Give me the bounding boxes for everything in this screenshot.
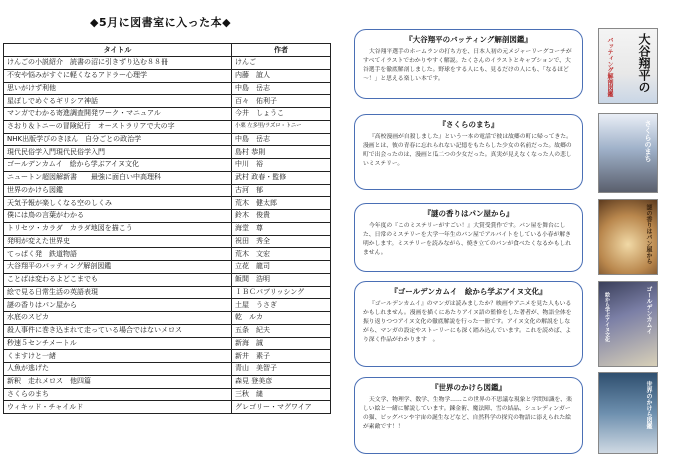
book-title-cell: 新釈 走れメロス 他四篇 xyxy=(4,375,232,388)
cover-title: 大谷翔平の xyxy=(637,33,651,93)
book-title-cell: けんごの小説紹介 読書の沼に引きずり込む８８冊 xyxy=(4,57,232,70)
book-author-cell: 立花 龍司 xyxy=(232,261,331,274)
review-card-bakery xyxy=(354,203,583,272)
review-card-title: 『ゴールデンカムイ 絵から学ぶアイヌ文化』 xyxy=(390,287,547,296)
book-title-cell: トリセツ・カラダ カラダ地図を描こう xyxy=(4,222,232,235)
table-row xyxy=(4,95,331,108)
table-row xyxy=(4,57,331,70)
table-row xyxy=(4,286,331,299)
review-card-title: 『世界のかけら図鑑』 xyxy=(431,383,506,392)
page-title: ◆5月に図書室に入った本◆ xyxy=(90,16,232,29)
book-author-cell: 荒木 文宏 xyxy=(232,248,331,261)
book-list-table xyxy=(3,43,331,414)
table-row xyxy=(4,363,331,376)
book-author-cell: 荒木 健太郎 xyxy=(232,197,331,210)
book-cover-bakery xyxy=(598,199,658,275)
book-title-cell: 絵で見る日常生活の英語表現 xyxy=(4,286,232,299)
book-author-cell: 五条 紀夫 xyxy=(232,324,331,337)
book-title-cell: 僕には鳥の言葉がわかる xyxy=(4,210,232,223)
table-row xyxy=(4,337,331,350)
book-author-cell: 中島 岳志 xyxy=(232,133,331,146)
book-author-cell: 海堂 尊 xyxy=(232,222,331,235)
table-row xyxy=(4,159,331,172)
table-row xyxy=(4,388,331,401)
table-row xyxy=(4,133,331,146)
book-title-cell: 水底のスピカ xyxy=(4,312,232,325)
book-author-cell: 内藤 誼人 xyxy=(232,69,331,82)
table-row xyxy=(4,324,331,337)
book-author-cell: 祝田 秀全 xyxy=(232,235,331,248)
book-author-cell: 古河 郁 xyxy=(232,184,331,197)
review-card-body: 大谷翔平選手のホームランの打ち方を、日本人初の元メジャーリーグコーチがすべてイラストでわかりやすく解説。たくさんのイラストとキャプションで、大谷選手を徹底解剖しました。野球をする人にも、見るだけの人にも、「なるほど～！」と思える楽しい本です。 xyxy=(363,49,572,82)
table-row xyxy=(4,210,331,223)
table-row xyxy=(4,312,331,325)
table-row xyxy=(4,299,331,312)
book-title-cell: てっぱく発 鉄道物語 xyxy=(4,248,232,261)
book-title-cell: 天気予報が楽しくなる空のしくみ xyxy=(4,197,232,210)
review-card-body: 『高校漫画が自殺しました』という一本の電話で彼は故郷の町に帰ってきた。漫画とは、彼の青春に忘れられない記憶をもたらした少女の名前だった。故郷の町で出会ったのは、漫画と瓜二つの少女だった。真実が見えなくなった人の悲しいミステリー。 xyxy=(363,134,572,167)
table-row xyxy=(4,248,331,261)
book-title-cell: 殺人事件に巻き込まれて走っている場合ではないメロス xyxy=(4,324,232,337)
cover-title: さくらのまち xyxy=(644,120,652,162)
book-author-cell: ＩＢＣパブリッシング xyxy=(232,286,331,299)
book-author-cell: 三秋 縋 xyxy=(232,388,331,401)
book-author-cell: 青山 美智子 xyxy=(232,363,331,376)
cover-title: 世界のかけら図鑑 xyxy=(645,381,652,429)
table-row xyxy=(4,146,331,159)
book-author-cell: 中島 岳志 xyxy=(232,82,331,95)
book-author-cell: 新海 誠 xyxy=(232,337,331,350)
table-row xyxy=(4,197,331,210)
review-card-title: 『謎の香りはパン屋から』 xyxy=(423,209,514,218)
book-author-cell: 武村 政春・監修 xyxy=(232,171,331,184)
review-card-golden-kamuy xyxy=(354,281,583,367)
book-author-cell: 鈴木 俊貴 xyxy=(232,210,331,223)
review-card-ohtani xyxy=(354,29,583,99)
review-card-title: 『大谷翔平のバッティング解剖図鑑』 xyxy=(405,35,532,44)
book-title-cell: 大谷翔平のバッティング解剖図鑑 xyxy=(4,261,232,274)
book-author-cell: 乾 ルカ xyxy=(232,312,331,325)
book-author-cell: 土屋 うさぎ xyxy=(232,299,331,312)
table-row xyxy=(4,261,331,274)
review-card-body: 『ゴールデンカムイ』のマンガは読みましたか？映画やアニメを見た人もいるかもしれません。漫画を描くにあたりアイヌ語の監修をした著者が、物語全体を振り返りつつアイヌ文化の徹底解説を行った一冊です。アイヌ文化の解説をしながら、マンガの設定やストーリーにも深く踏み込んでいます。これを読めば、より深く作品がわかります 。 xyxy=(363,301,572,343)
table-row xyxy=(4,184,331,197)
book-cover-sakura xyxy=(598,113,658,193)
table-row xyxy=(4,108,331,121)
book-title-cell: 謎の香りはパン屋から xyxy=(4,299,232,312)
book-cover-golden-kamuy xyxy=(598,281,658,367)
book-title-cell: ウィキッド・チャイルド xyxy=(4,401,232,414)
book-title-cell: 発明が変えた世界史 xyxy=(4,235,232,248)
review-card-world-fragments xyxy=(354,377,583,454)
book-title-cell: さおり＆トニーの冒険紀行 オーストラリアで大の字 xyxy=(4,120,232,133)
book-author-cell: 新井 素子 xyxy=(232,350,331,363)
table-row xyxy=(4,69,331,82)
header-title: タイトル xyxy=(4,44,232,57)
book-title-cell: 人魚が逃げた xyxy=(4,363,232,376)
book-author-cell: 百々 佑利子 xyxy=(232,95,331,108)
book-cover-ohtani xyxy=(598,28,658,104)
table-row xyxy=(4,120,331,133)
review-card-body: 天文学、物理学、数学、生物学……この世界の不思議な現象と学問知識を、楽しい絵と一緒に解説しています。錬金術、魔法陣、雪の結晶、シュレディンガーの猫、ビッグバンや宇宙の誕生などなど、自然科学の探究の物語に添えられた絵が素敵です！！ xyxy=(363,397,572,430)
review-card-body: 今年度の『このミステリーがすごい！』大賞受賞作です。パン屋を舞台にした、日常のミステリーを大学一年生のパン屋でアルバイトをしている小春が解き明かします。ミステリーを読みながら、焼き立てのパンが食べたくなるかもしれません。 xyxy=(363,223,572,256)
book-title-cell: くますけと一緒 xyxy=(4,350,232,363)
book-author-cell: 飯間 浩明 xyxy=(232,273,331,286)
book-author-cell: 森見 登美彦 xyxy=(232,375,331,388)
book-title-cell: 世界のかけら図鑑 xyxy=(4,184,232,197)
review-card-title: 『さくらのまち』 xyxy=(438,120,499,129)
book-author-cell: 小栗 左多里/ラズロ・トニー xyxy=(232,120,331,133)
table-row xyxy=(4,350,331,363)
book-title-cell: 秒速５センチメートル xyxy=(4,337,232,350)
cover-subtitle: バッティング解剖図鑑 xyxy=(606,37,613,97)
book-title-cell: マンガでわかる寄進調査開発ワーク・マニュアル xyxy=(4,108,232,121)
header-author: 作者 xyxy=(232,44,331,57)
book-title-cell: 不安や悩みがすぐに軽くなるアドラー心理学 xyxy=(4,69,232,82)
book-title-cell: 星ぼしでめぐるギリシア神話 xyxy=(4,95,232,108)
book-title-cell: さくらのまち xyxy=(4,388,232,401)
table-row xyxy=(4,222,331,235)
book-title-cell: ゴールデンカムイ 絵から学ぶアイヌ文化 xyxy=(4,159,232,172)
table-row xyxy=(4,273,331,286)
cover-title: ゴールデンカムイ xyxy=(645,286,652,334)
book-cover-world-fragments xyxy=(598,372,658,454)
book-author-cell: 島村 恭則 xyxy=(232,146,331,159)
table-row xyxy=(4,401,331,414)
book-title-cell: 思いがけず利他 xyxy=(4,82,232,95)
table-row xyxy=(4,171,331,184)
book-author-cell: 今井 しょうこ xyxy=(232,108,331,121)
book-title-cell: ニュートン超図解新書 最強に面白い中高理科 xyxy=(4,171,232,184)
book-author-cell: けんご xyxy=(232,57,331,70)
book-title-cell: ことばは変わるよどこまでも xyxy=(4,273,232,286)
table-row xyxy=(4,375,331,388)
cover-title: 謎の香りはパン屋から xyxy=(645,204,652,264)
book-title-cell: 現代民俗学入門現代民俗学入門 xyxy=(4,146,232,159)
table-row xyxy=(4,235,331,248)
book-title-cell: NHK出版学びのきほん 自分ごとの政治学 xyxy=(4,133,232,146)
table-row xyxy=(4,82,331,95)
cover-subtitle: 絵から学ぶアイヌ文化 xyxy=(604,292,610,342)
book-author-cell: 中川 裕 xyxy=(232,159,331,172)
review-card-sakura xyxy=(354,114,583,190)
book-author-cell: グレゴリー・マグワイア xyxy=(232,401,331,414)
table-header-row xyxy=(4,44,331,57)
